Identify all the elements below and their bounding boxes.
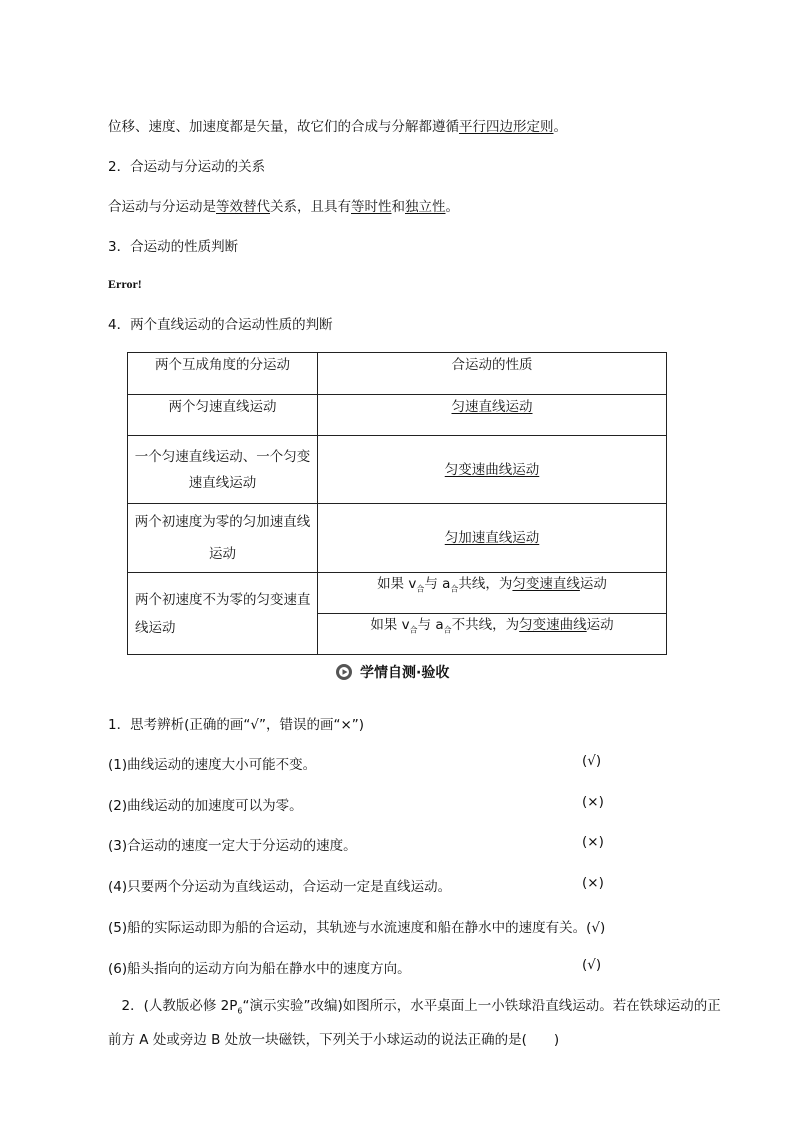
table-row xyxy=(128,395,667,436)
judge-answer: (√) xyxy=(582,957,602,973)
section-heading-4: 4．两个直线运动的合运动性质的判断 xyxy=(108,317,333,333)
paragraph-relation xyxy=(108,195,459,215)
table-row xyxy=(128,504,667,573)
judge-answer: (√) xyxy=(582,753,602,769)
judge-item: (5)船的实际运动即为船的合运动，其轨迹与水流速度和船在静水中的速度有关。(√) xyxy=(108,920,606,936)
text: 合运动与分运动是 xyxy=(108,199,216,215)
section-heading-2: 2．合运动与分运动的关系 xyxy=(108,159,266,175)
section-heading-3: 3．合运动的性质判断 xyxy=(108,239,239,255)
answer-blank: 匀变速曲线运动 xyxy=(444,461,540,478)
answer-blank: 匀加速直线运动 xyxy=(444,530,540,546)
text: 位移、速度、加速度都是矢量，故它们的合成与分解都遵循 xyxy=(108,119,459,135)
answer-blank: 平行四边形定则 xyxy=(459,119,554,135)
table-header-cell: 合运动的性质 xyxy=(318,353,667,395)
judge-item: (4)只要两个分运动为直线运动，合运动一定是直线运动。 xyxy=(108,879,452,895)
play-circle-icon xyxy=(335,663,353,681)
answer-blank: 等时性 xyxy=(351,199,392,215)
table-cell: 两个匀速直线运动 xyxy=(128,395,318,436)
table-cell xyxy=(318,504,667,573)
text: 和 xyxy=(391,199,405,215)
table-cell: 如果 $v_合$与 $a_合$不共线，为匀变速曲线运动 xyxy=(318,614,667,655)
question-1-title: 1．思考辨析(正确的画“√”，错误的画“×”) xyxy=(108,717,365,733)
judge-item: (1)曲线运动的速度大小可能不变。 xyxy=(108,757,317,773)
question-2: 2．(人教版必修 $2P_6“$演示实验”改编)如图所示，水平桌面上一小铁球沿直线运动。若在铁球运动的正前方 A 处或旁边 B 处放一块磁铁，下列关于小球运动的说法正确的是( ) xyxy=(108,998,721,1048)
judge-answer: (×) xyxy=(582,834,604,850)
answer-blank: 独立性 xyxy=(405,199,446,215)
table-cell: 两个初速度不为零的匀变速直线运动 xyxy=(128,573,318,655)
table-row xyxy=(128,436,667,504)
motion-property-table xyxy=(127,352,667,655)
answer-blank: 等效替代 xyxy=(216,199,270,215)
table-header-row xyxy=(128,353,667,395)
table-cell: 一个匀速直线运动、一个匀变速直线运动 xyxy=(128,436,318,504)
banner-title: 学情自测·验收 xyxy=(360,665,450,681)
table-cell: 如果 $v_合$与 $a_合$共线，为匀变速直线运动 xyxy=(318,573,667,614)
error-text: Error! xyxy=(108,277,142,291)
text: 。 xyxy=(445,199,459,215)
answer-blank: 匀速直线运动 xyxy=(451,399,533,415)
paragraph-vector-composition xyxy=(108,115,567,135)
text: 。 xyxy=(553,119,567,135)
text: 关系，且具有 xyxy=(270,199,351,215)
table-header-cell: 两个互成角度的分运动 xyxy=(128,353,318,395)
judge-item: (2)曲线运动的加速度可以为零。 xyxy=(108,798,303,814)
table-row xyxy=(128,573,667,614)
table-cell xyxy=(318,395,667,436)
judge-answer: (×) xyxy=(582,794,604,810)
answer-blank: 匀变速直线 xyxy=(512,576,580,592)
answer-blank: 匀变速曲线 xyxy=(519,617,587,633)
judge-item: (6)船头指向的运动方向为船在静水中的速度方向。 xyxy=(108,961,411,977)
table-cell xyxy=(318,436,667,504)
table-cell: 两个初速度为零的匀加速直线运动 xyxy=(128,504,318,573)
section-banner xyxy=(335,660,449,684)
judge-item: (3)合运动的速度一定大于分运动的速度。 xyxy=(108,838,357,854)
judge-answer: (×) xyxy=(582,875,604,891)
